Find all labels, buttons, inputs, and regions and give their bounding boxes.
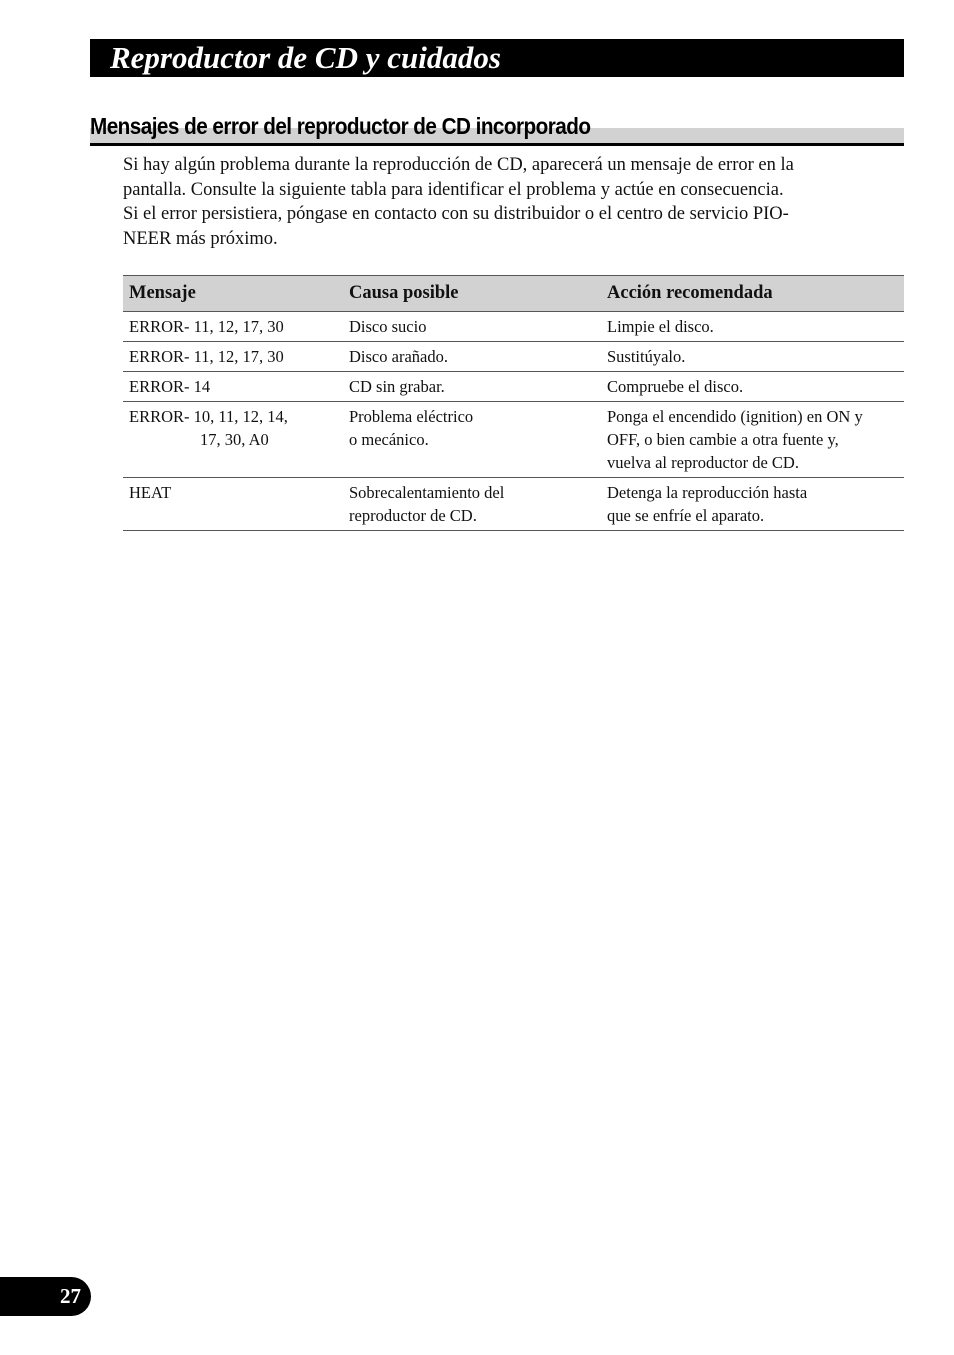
page-number-badge — [0, 1277, 91, 1316]
action-cell — [601, 402, 904, 478]
cause-cell — [343, 402, 601, 478]
intro-line: pantalla. Consulte la siguiente tabla para identificar el problema y actúe en consecuencia. — [123, 179, 784, 200]
cause-cell — [343, 312, 601, 342]
cell-line: Detenga la reproducción hasta — [607, 483, 808, 502]
column-header-action: Acción recomendada — [601, 276, 904, 312]
message-cell — [123, 478, 343, 531]
chapter-title: Reproductor de CD y cuidados — [110, 40, 501, 75]
cell-line: 17, 30, A0 — [200, 430, 269, 449]
intro-line: Si el error persistiera, póngase en contacto con su distribuidor o el centro de servicio PIO- — [123, 204, 789, 224]
action-cell — [601, 478, 904, 531]
cell-line: ERROR- 11, 12, 17, 30 — [129, 347, 284, 366]
cell-line: Sustitúyalo. — [607, 347, 686, 366]
message-cell — [123, 402, 343, 478]
table-header-row — [123, 276, 904, 312]
section-title: Mensajes de error del reproductor de CD incorporado — [90, 113, 591, 139]
cell-line: HEAT — [129, 483, 172, 502]
cause-cell — [343, 478, 601, 531]
column-header-cause: Causa posible — [343, 276, 601, 312]
cell-line: que se enfríe el aparato. — [607, 506, 765, 525]
cell-line: Sobrecalentamiento del — [349, 483, 505, 502]
cell-line: Limpie el disco. — [607, 317, 714, 336]
table-row — [123, 402, 904, 478]
column-header-message: Mensaje — [123, 276, 343, 312]
intro-line: Si hay algún problema durante la reproducción de CD, aparecerá un mensaje de error en la — [123, 155, 794, 175]
cell-line: Disco arañado. — [349, 347, 448, 366]
table-row — [123, 312, 904, 342]
cell-line: o mecánico. — [349, 430, 429, 449]
cell-line: reproductor de CD. — [349, 506, 477, 525]
cell-line: Ponga el encendido (ignition) en ON y — [607, 407, 863, 426]
page-number: 27 — [60, 1284, 81, 1308]
table-row — [123, 342, 904, 372]
cause-cell — [343, 342, 601, 372]
cell-line: vuelva al reproductor de CD. — [607, 453, 799, 472]
action-cell — [601, 372, 904, 402]
cell-line: CD sin grabar. — [349, 377, 445, 396]
message-cell — [123, 372, 343, 402]
table-row — [123, 372, 904, 402]
chapter-header-bar — [90, 39, 904, 77]
action-cell — [601, 312, 904, 342]
cell-line: OFF, o bien cambie a otra fuente y, — [607, 430, 839, 449]
cell-line: ERROR- 14 — [129, 377, 211, 396]
cell-line: Problema eléctrico — [349, 407, 474, 426]
cell-line: ERROR- 10, 11, 12, 14, — [129, 407, 288, 426]
cell-line: Compruebe el disco. — [607, 377, 744, 396]
cell-line: Disco sucio — [349, 317, 427, 336]
cause-cell — [343, 372, 601, 402]
error-messages-table — [123, 275, 904, 531]
section-heading-rule — [90, 143, 904, 146]
intro-paragraph — [123, 153, 883, 251]
table-row — [123, 478, 904, 531]
message-cell — [123, 312, 343, 342]
intro-line: NEER más próximo. — [123, 228, 278, 249]
action-cell — [601, 342, 904, 372]
message-cell — [123, 342, 343, 372]
cell-line: ERROR- 11, 12, 17, 30 — [129, 317, 284, 336]
